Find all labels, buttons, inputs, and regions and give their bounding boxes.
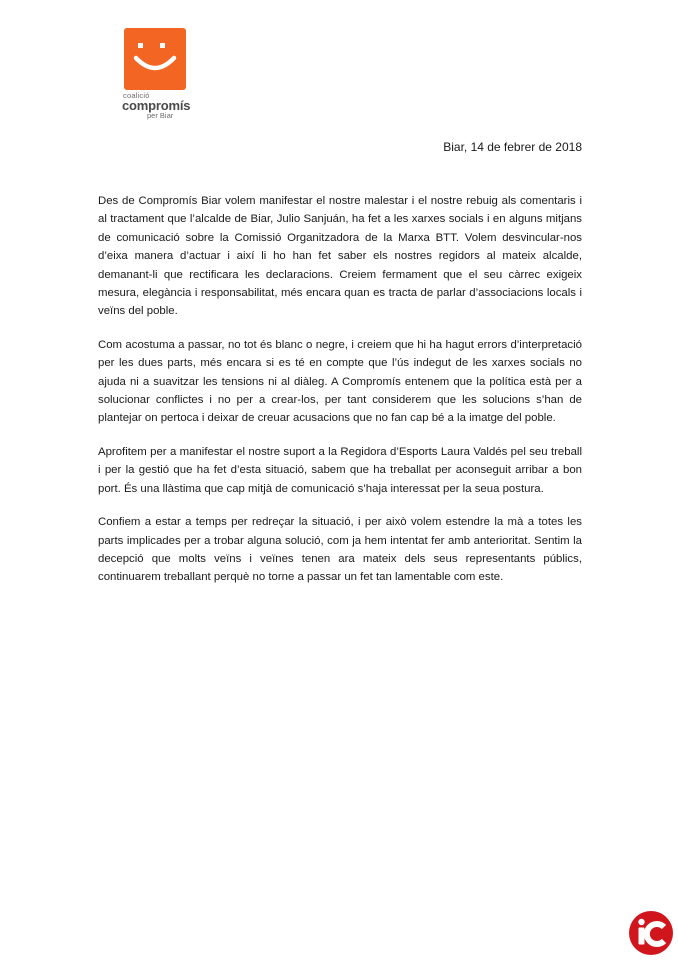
paragraph: Confiem a estar a temps per redreçar la situació, i per això volem estendre la mà a totes les parts implicades per a trobar alguna solució, com ja hem intentat fer amb anterioritat. Sentim la decepció que molts veïns i veïnes tenen ara mateix dels seus representants públics, continuarem treballant perquè no torne a passar un fet tan lamentable com este. [98, 516, 582, 584]
document-date: Biar, 14 de febrer de 2018 [443, 140, 582, 154]
paragraph: Aprofitem per a manifestar el nostre suport a la Regidora d’Esports Laura Valdés pel seu treball i per la gestió que ha fet d’esta situació, sabem que ha treballat per aconseguit arribar a bon port. És una llàstima que cap mitjà de comunicació s’haja interessat per la seua postura. [98, 445, 582, 495]
logo-text-per-biar: per Biar [147, 111, 174, 120]
logo-text-compromis: compromís [122, 98, 191, 113]
smiley-logo-icon [124, 28, 186, 90]
document-body [98, 192, 582, 602]
paragraph: Com acostuma a passar, no tot és blanc o negre, i creiem que hi ha hagut errors d’interpretació per les dues parts, més encara si es té en compte que l’ús indegut de les xarxes socials no ajuda ni a suavitzar les tensions ni al diàleg. A Compromís entenem que la política està per a solucionar conflictes i no per a crear-los, per tant considerem que les solucions s’han de plantejar on pertoca i deixar de creuar acusacions que no fan cap bé a la imatge del poble. [98, 338, 582, 425]
logo-text-coalicio: coalició [123, 91, 150, 100]
ic-badge-icon [628, 910, 674, 956]
paragraph: Des de Compromís Biar volem manifestar el nostre malestar i el nostre rebuig als comentaris i al tractament que l’alcalde de Biar, Julio Sanjuán, ha fet a les xarxes socials i en alguns mitjans de comunicació sobre la Comissió Organitzadora de la Marxa BTT. Volem desvincular-nos d’eixa manera d’actuar i així li ho han fet saber els nostres regidors al mateix alcalde, demanant-li que rectificara les declaracions. Creiem fermament que el seu càrrec exigeix mesura, elegància i responsabilitat, més encara quan es tracta de parlar d’associacions locals i veïns del poble. [98, 195, 582, 318]
